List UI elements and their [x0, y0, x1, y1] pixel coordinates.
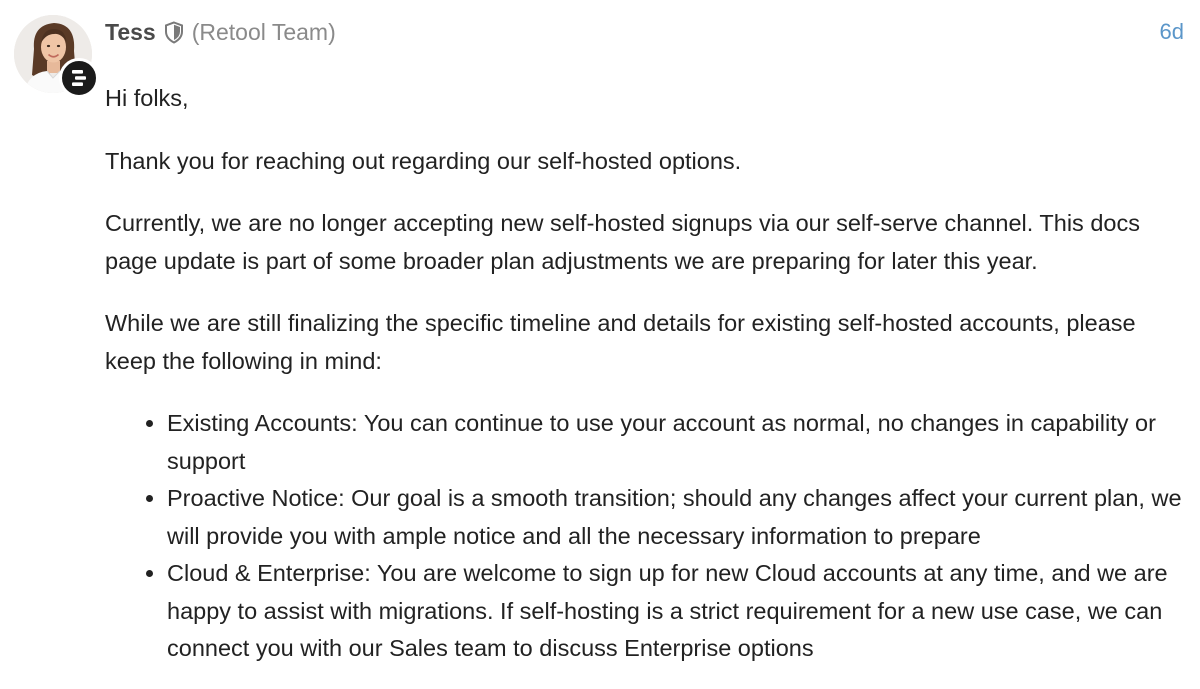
- list-item: • Existing Accounts: You can continue to use your account as normal, no changes in capability or support: [167, 405, 1187, 480]
- post-body: [105, 80, 1187, 668]
- post-header: [105, 14, 336, 50]
- paragraph: Hi folks,: [105, 85, 189, 111]
- retool-logo-icon: [59, 58, 99, 98]
- paragraph: While we are still finalizing the specific timeline and details for existing self-hosted accounts, please keep the following in mind:: [105, 310, 1136, 374]
- bullet-list: [105, 405, 1187, 668]
- username[interactable]: Tess: [105, 18, 156, 45]
- paragraph: Currently, we are no longer accepting new self-hosted signups via our self-serve channel. This docs page update is part of some broader plan adjustments we are preparing for later this year.: [105, 210, 1140, 274]
- shield-icon: [164, 21, 184, 44]
- paragraph: Thank you for reaching out regarding our self-hosted options.: [105, 147, 742, 174]
- team-label: (Retool Team): [191, 18, 336, 45]
- list-item: • Cloud & Enterprise: You are welcome to sign up for new Cloud accounts at any time, and we are happy to assist with migrations. If self-hosting is a strict requirement for a new use case, we can connect you with our Sales team to discuss Enterprise options: [167, 555, 1187, 668]
- list-item: • Proactive Notice: Our goal is a smooth transition; should any changes affect your current plan, we will provide you with ample notice and all the necessary information to prepare: [167, 480, 1187, 555]
- avatar-container[interactable]: [14, 15, 100, 101]
- post-date[interactable]: 6d: [1159, 19, 1184, 44]
